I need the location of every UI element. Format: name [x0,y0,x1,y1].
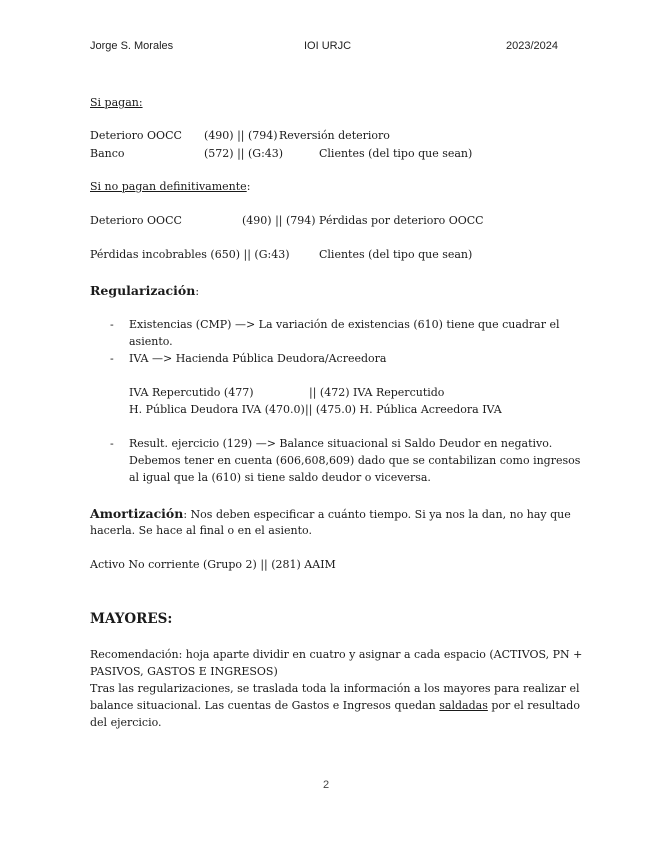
regularizacion-item3-line1: Result. ejercicio (129) —> Balance situacional si Saldo Deudor en negativo. [129,437,553,450]
amortizacion-entry: Activo No corriente (Grupo 2) || (281) AAIM [90,558,336,571]
si-pagan-line2-right: Clientes (del tipo que sean) [319,147,473,160]
no-pagan-heading-row [90,180,250,193]
mayores-line3: Tras las regularizaciones, se traslada toda la información a los mayores para realizar el [90,682,580,695]
no-pagan-heading: Si no pagan definitivamente [90,180,247,193]
no-pagan-line1-left: Deterioro OOCC [90,214,182,227]
no-pagan-heading-suffix: : [246,180,251,193]
mayores-line4 [90,699,580,712]
mayores-line2: PASIVOS, GASTOS E INGRESOS) [90,665,278,678]
header-author: Jorge S. Morales [90,40,174,52]
iva-row1-left: IVA Repercutido (477) [129,386,254,399]
bullet-dash: - [110,437,114,450]
bullet-dash: - [110,318,114,331]
no-pagan-line1-right: (490) || (794) Pérdidas por deterioro OOCC [242,214,484,227]
iva-row1-right: || (472) IVA Repercutido [309,386,445,399]
amortizacion-text-line1: : Nos deben especificar a cuánto tiempo. Si ya nos la dan, no hay que [183,508,571,521]
mayores-heading: MAYORES: [90,611,173,627]
amortizacion-text-line2: hacerla. Se hace al final o en el asiento. [90,524,312,537]
mayores-line4-end: por el resultado [487,699,580,712]
si-pagan-line2-left: Banco [90,147,125,160]
si-pagan-line1-left: Deterioro OOCC [90,129,182,142]
page-number: 2 [323,779,330,791]
regularizacion-item1-line1: Existencias (CMP) —> La variación de existencias (610) tiene que cuadrar el [129,318,560,331]
amortizacion-line1 [90,506,571,521]
no-pagan-line2-right: Clientes (del tipo que sean) [319,248,473,261]
regularizacion-heading-suffix: : [195,285,200,298]
regularizacion-item3-line3: al igual que la (610) si tiene saldo deudor o viceversa. [129,471,431,484]
iva-row2-left: H. Pública Deudora IVA (470.0) [129,403,305,416]
mayores-line4-start: balance situacional. Las cuentas de Gastos e Ingresos quedan [90,699,440,712]
bullet-dash: - [110,352,114,365]
regularizacion-item2: IVA —> Hacienda Pública Deudora/Acreedora [129,352,387,365]
si-pagan-line2-mid: (572) || (G:43) [204,147,284,160]
regularizacion-item1-line2: asiento. [129,335,173,348]
si-pagan-line1-mid: (490) || (794) [204,129,278,142]
mayores-line4-underlined: saldadas [439,699,488,712]
si-pagan-line1-right: Reversión deterioro [279,129,390,142]
regularizacion-item3-line2: Debemos tener en cuenta (606,608,609) dado que se contabilizan como ingresos [129,454,581,467]
header-course: IOI URJC [304,40,352,52]
regularizacion-heading: Regularización [90,283,196,298]
regularizacion-heading-row [90,283,199,298]
no-pagan-line2-left: Pérdidas incobrables (650) || (G:43) [90,248,290,261]
si-pagan-heading: Si pagan: [90,96,143,109]
header-year: 2023/2024 [506,40,558,52]
mayores-line1: Recomendación: hoja aparte dividir en cuatro y asignar a cada espacio (ACTIVOS, PN + [90,648,583,661]
amortizacion-heading: Amortización [90,506,184,521]
mayores-line5: del ejercicio. [90,716,162,729]
iva-row2-right: || (475.0) H. Pública Acreedora IVA [305,403,502,416]
